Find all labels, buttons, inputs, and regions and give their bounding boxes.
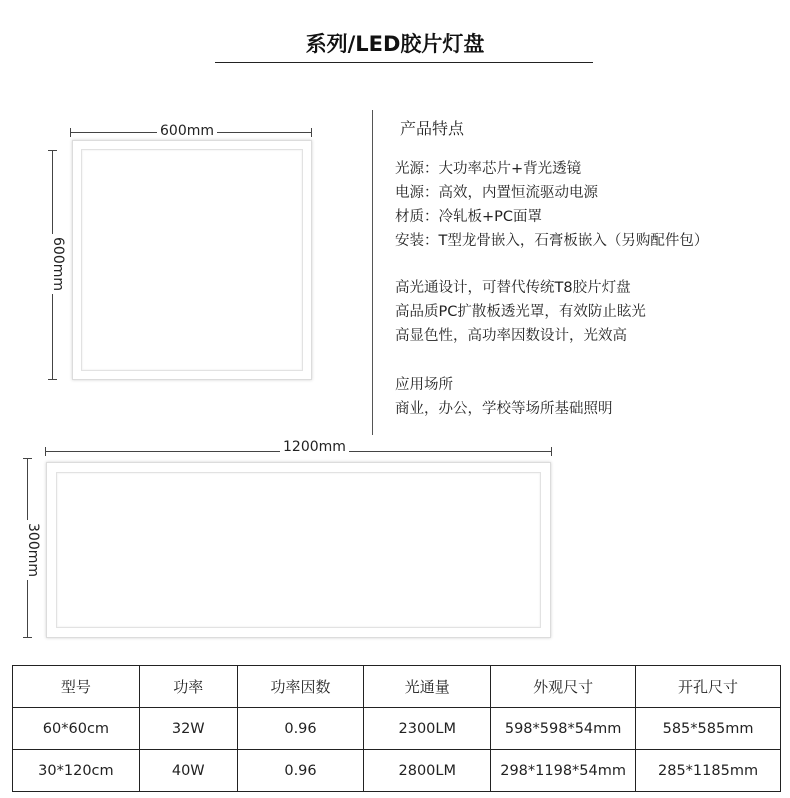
header-power-factor: 功率因数 <box>237 666 364 708</box>
header-outline-size: 外观尺寸 <box>491 666 636 708</box>
square-panel-image <box>72 140 312 380</box>
rect-width-label: 1200mm <box>280 439 349 455</box>
spec-table <box>12 665 781 792</box>
vertical-divider <box>372 110 373 435</box>
cell-outline-size: 298*1198*54mm <box>491 750 636 792</box>
cell-outline-size: 598*598*54mm <box>491 708 636 750</box>
title-underline <box>215 62 593 63</box>
application-line: 商业，办公，学校等场所基础照明 <box>395 401 613 417</box>
rect-panel-frame <box>56 472 541 628</box>
square-height-label: 600mm <box>50 234 66 294</box>
feature-line: 材质：冷轧板+PC面罩 <box>395 209 543 225</box>
square-panel-frame <box>81 149 303 371</box>
cell-power-factor: 0.96 <box>237 708 364 750</box>
header-model: 型号 <box>13 666 140 708</box>
cell-luminous-flux: 2300LM <box>364 708 491 750</box>
header-power: 功率 <box>139 666 237 708</box>
header-cutout-size: 开孔尺寸 <box>636 666 781 708</box>
page-title: 系列/LED胶片灯盘 <box>305 32 485 56</box>
rect-panel-image <box>46 462 551 638</box>
feature-line: 光源：大功率芯片+背光透镜 <box>395 161 582 177</box>
cell-luminous-flux: 2800LM <box>364 750 491 792</box>
cell-model: 60*60cm <box>13 708 140 750</box>
feature-line: 高显色性，高功率因数设计，光效高 <box>395 328 627 344</box>
table-row <box>13 708 781 750</box>
table-row <box>13 750 781 792</box>
header-luminous-flux: 光通量 <box>364 666 491 708</box>
feature-line: 高光通设计，可替代传统T8胶片灯盘 <box>395 280 631 296</box>
feature-line: 安装：T型龙骨嵌入，石膏板嵌入（另购配件包） <box>395 233 709 249</box>
cell-cutout-size: 585*585mm <box>636 708 781 750</box>
cell-power: 32W <box>139 708 237 750</box>
cell-model: 30*120cm <box>13 750 140 792</box>
cell-power: 40W <box>139 750 237 792</box>
cell-power-factor: 0.96 <box>237 750 364 792</box>
application-heading: 应用场所 <box>395 377 453 393</box>
rect-height-label: 300mm <box>25 520 41 580</box>
feature-line: 电源：高效，内置恒流驱动电源 <box>395 185 598 201</box>
cell-cutout-size: 285*1185mm <box>636 750 781 792</box>
feature-line: 高品质PC扩散板透光罩，有效防止眩光 <box>395 304 646 320</box>
features-heading: 产品特点 <box>400 119 465 138</box>
table-header-row <box>13 666 781 708</box>
square-width-label: 600mm <box>157 123 217 139</box>
